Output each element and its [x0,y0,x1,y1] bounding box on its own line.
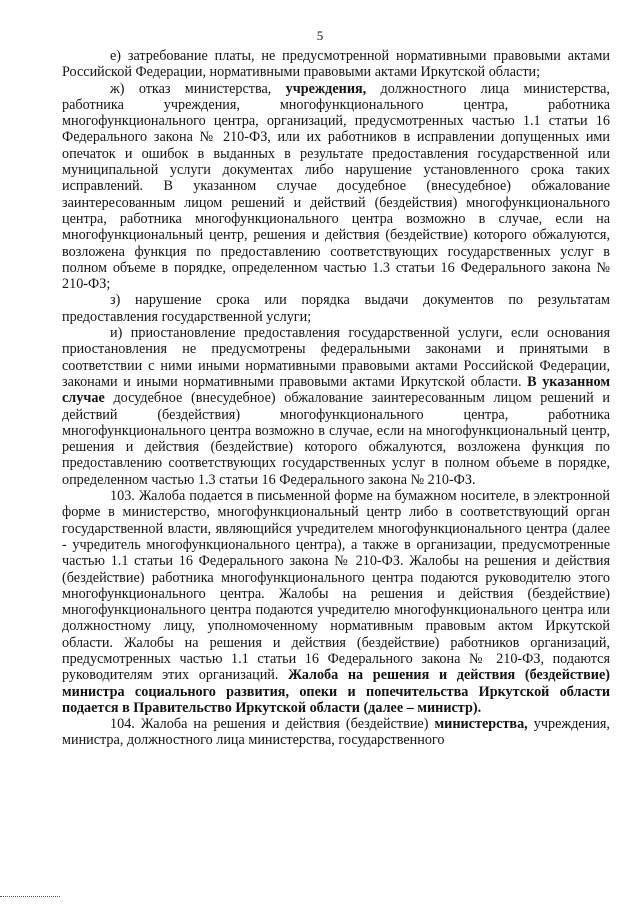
bold-emphasis: учреждения, [285,80,367,97]
paragraph-text: должностного лица министерства, работника учреждения, многофункционального центра, работника многофункционального центра, организаций, предусмотренных частью 1.1 статьи 16 Федерального закона № 210-ФЗ, или их работников в исправлении допущенных ими опечаток и ошибок в выданных в результате предоставления государственной или муниципальной услуги документах либо нарушение установленного срока таких исправлений. В указанном случае досудебное (внесудебное) обжалование заинтересованным лицом решений и действий (бездействия) многофункционального центра, работника многофункционального центра возможно в случае, если на многофункциональный центр, решения и действия (бездействие) которого обжалуются, возложена функция по предоставлению соответствующих государственных услуг в полном объеме в порядке, определенном частью 1.3 статьи 16 Федерального закона № 210-ФЗ; [62,80,610,293]
document-body [62,48,610,749]
footer-dotted-line [0,896,60,897]
paragraph-item-z [62,292,610,325]
paragraph-text: и) приостановление предоставления государственной услуги, если основания приостановления не предусмотрены федеральными законами и принятыми в соответствии с ними иными нормативными правовыми актами Российской Федерации, законами и иными нормативными правовыми актами Иркутской области. [62,325,610,390]
paragraph-103 [62,488,610,716]
paragraph-item-i [62,325,610,488]
paragraph-item-e [62,48,610,81]
paragraph-text: 103. Жалоба подается в письменной форме на бумажном носителе, в электронной форме в министерство, многофункциональный центр либо в соответствующий орган государственной власти, являющийся учредителем многофункционального центра (далее - учредитель многофункционального центра), а также в организации, предусмотренные частью 1.1 статьи 16 Федерального закона № 210-ФЗ. Жалобы на решения и действия (бездействие) работника многофункционального центра подаются руководителю этого многофункционального центра. Жалобы на решения и действия (бездействие) многофункционального центра подаются учредителю многофункционального центра или должностному лицу, уполномоченному нормативным правовым актом Иркутской области. Жалобы на решения и действия (бездействие) работников организаций, предусмотренных частью 1.1 статьи 16 Федерального закона № 210-ФЗ, подаются руководителям этих организаций. [62,488,610,684]
bold-emphasis: Жалоба на решения и действия (бездействие) министра социального развития, опеки и попечительства Иркутской области подается в Правительство Иркутской области (далее – министр). [62,667,610,716]
paragraph-104 [62,716,610,749]
paragraph-text: 104. Жалоба на решения и действия (бездействие) [110,716,435,733]
paragraph-text: досудебное (внесудебное) обжалование заинтересованным лицом решений и действий (бездействия) многофункционального центра, работника многофункционального центра возможно в случае, если на многофункциональный центр, решения и действия (бездействие) которого обжалуются, возложена функция по предоставлению соответствующих государственных услуг в полном объеме в порядке, определенном частью 1.3 статьи 16 Федерального закона № 210-ФЗ. [62,390,610,488]
paragraph-item-zh [62,81,610,293]
page-number: 5 [316,28,324,43]
paragraph-text: е) затребование платы, не предусмотренной нормативными правовыми актами Российской Федерации, нормативными правовыми актами Иркутской области; [62,48,610,81]
bold-emphasis: В указанном случае [62,373,610,407]
paragraph-text: з) нарушение срока или порядка выдачи документов по результатам предоставления государственной услуги; [62,292,610,325]
paragraph-text: ж) отказ министерства, [110,80,286,97]
bold-emphasis: министерства, [434,716,528,733]
paragraph-text: учреждения, министра, должностного лица министерства, государственного [62,716,610,749]
